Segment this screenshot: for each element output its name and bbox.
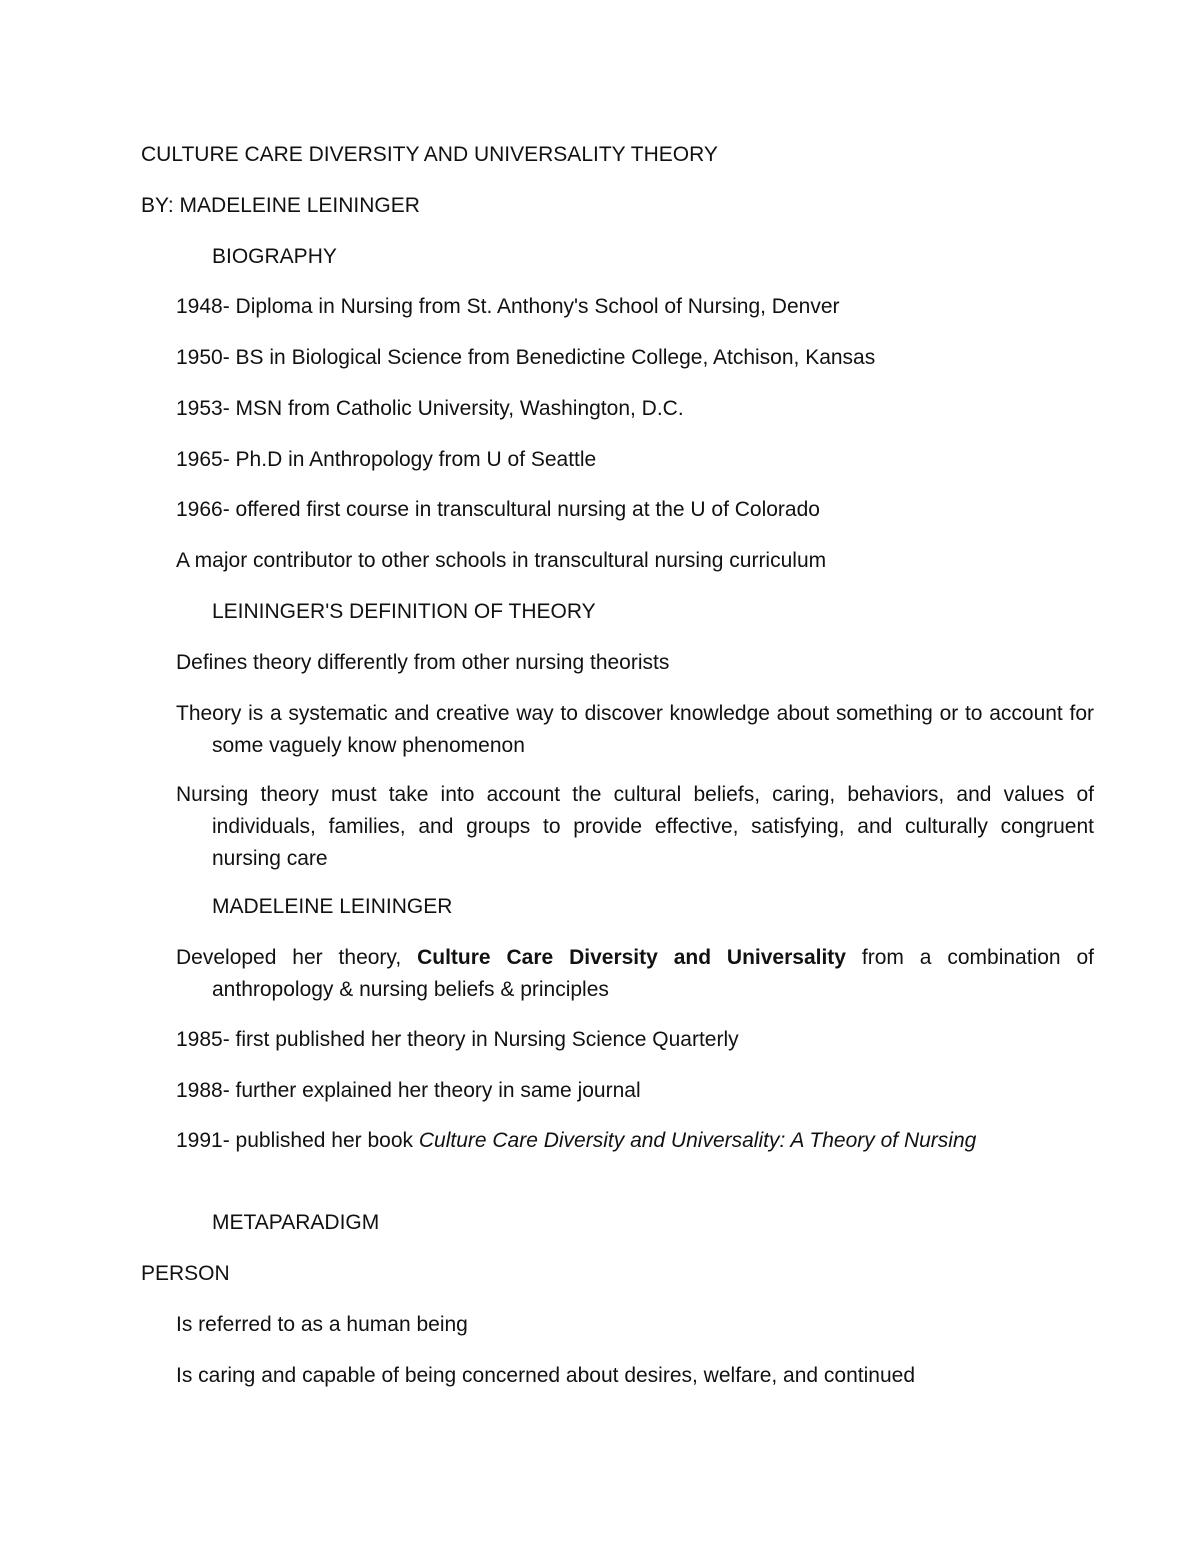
book-title: Culture Care Diversity and Universality: A Theory of Nursing	[418, 1129, 977, 1152]
biography-item: A major contributor to other schools in transcultural nursing curriculum	[176, 549, 827, 572]
definition-item: Theory is a systematic and creative way to discover knowledge about something or to account for some vaguely know phenomenon	[176, 702, 1094, 757]
biography-item: 1948- Diploma in Nursing from St. Anthony's School of Nursing, Denver	[176, 295, 840, 318]
developed-prefix: Developed her theory,	[176, 946, 418, 969]
definition-item: Defines theory differently from other nursing theorists	[176, 651, 670, 674]
document-author: BY: MADELEINE LEININGER	[141, 194, 420, 217]
leininger-heading: MADELEINE LEININGER	[212, 895, 453, 918]
biography-item: 1966- offered first course in transcultural nursing at the U of Colorado	[176, 498, 820, 521]
book-prefix: 1991- published her book	[176, 1129, 419, 1152]
biography-item: 1953- MSN from Catholic University, Washington, D.C.	[176, 397, 684, 420]
developed-suffix: from a combination of anthropology & nursing beliefs & principles	[212, 946, 1094, 1001]
person-item: Is referred to as a human being	[176, 1313, 468, 1336]
leininger-item: 1985- first published her theory in Nursing Science Quarterly	[176, 1028, 739, 1051]
document-title: CULTURE CARE DIVERSITY AND UNIVERSALITY THEORY	[141, 143, 718, 166]
developed-theory-paragraph	[176, 942, 1094, 1006]
leininger-item: 1988- further explained her theory in same journal	[176, 1079, 641, 1102]
theory-name: Culture Care Diversity and Universality	[417, 946, 846, 969]
person-item: Is caring and capable of being concerned about desires, welfare, and continued	[176, 1364, 915, 1387]
definition-item: Nursing theory must take into account the cultural beliefs, caring, behaviors, and values of individuals, families, and groups to provide effective, satisfying, and culturally congruent nursing care	[176, 783, 1094, 870]
definition-heading: LEININGER'S DEFINITION OF THEORY	[212, 600, 596, 623]
biography-heading: BIOGRAPHY	[212, 245, 337, 268]
biography-item: 1950- BS in Biological Science from Benedictine College, Atchison, Kansas	[176, 346, 876, 369]
book-paragraph	[176, 1125, 1156, 1157]
metaparadigm-heading: METAPARADIGM	[212, 1211, 380, 1234]
biography-item: 1965- Ph.D in Anthropology from U of Seattle	[176, 448, 597, 471]
person-heading: PERSON	[141, 1262, 230, 1285]
